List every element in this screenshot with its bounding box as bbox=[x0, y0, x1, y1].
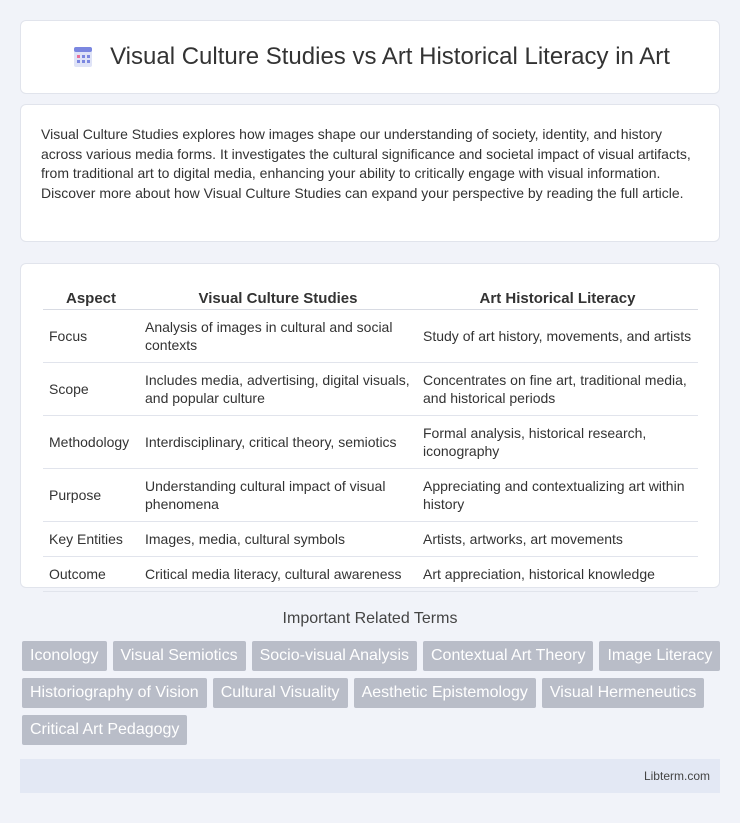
related-term-tag[interactable]: Iconology bbox=[22, 641, 107, 671]
table-cell: Methodology bbox=[43, 416, 139, 469]
document-icon bbox=[70, 44, 96, 70]
related-term-tag[interactable]: Socio-visual Analysis bbox=[252, 641, 417, 671]
related-term-tag[interactable]: Visual Hermeneutics bbox=[542, 678, 704, 708]
table-row bbox=[43, 557, 698, 592]
column-header-art-historical: Art Historical Literacy bbox=[417, 284, 698, 310]
table-cell: Understanding cultural impact of visual phenomena bbox=[139, 469, 417, 522]
related-term-tag[interactable]: Historiography of Vision bbox=[22, 678, 207, 708]
related-term-tag[interactable]: Aesthetic Epistemology bbox=[354, 678, 536, 708]
footer bbox=[20, 759, 720, 793]
related-term-tag[interactable]: Contextual Art Theory bbox=[423, 641, 593, 671]
table-cell: Appreciating and contextualizing art within history bbox=[417, 469, 698, 522]
related-term-tag[interactable]: Image Literacy bbox=[599, 641, 720, 671]
table-cell: Concentrates on fine art, traditional media, and historical periods bbox=[417, 363, 698, 416]
table-cell: Scope bbox=[43, 363, 139, 416]
table-row bbox=[43, 469, 698, 522]
table-cell: Focus bbox=[43, 310, 139, 363]
title-card bbox=[20, 20, 720, 94]
related-terms-title: Important Related Terms bbox=[282, 610, 458, 627]
table-header-row bbox=[43, 284, 698, 310]
table-row bbox=[43, 522, 698, 557]
page-title: Visual Culture Studies vs Art Historical Literacy in Art bbox=[110, 43, 670, 70]
table-row bbox=[43, 363, 698, 416]
intro-card bbox=[20, 104, 720, 242]
table-cell: Images, media, cultural symbols bbox=[139, 522, 417, 557]
column-header-aspect: Aspect bbox=[43, 284, 139, 310]
table-cell: Art appreciation, historical knowledge bbox=[417, 557, 698, 592]
related-terms-list bbox=[22, 641, 722, 745]
related-term-tag[interactable]: Critical Art Pedagogy bbox=[22, 715, 187, 745]
column-header-visual-culture: Visual Culture Studies bbox=[139, 284, 417, 310]
table-cell: Includes media, advertising, digital visuals, and popular culture bbox=[139, 363, 417, 416]
table-cell: Outcome bbox=[43, 557, 139, 592]
table-cell: Study of art history, movements, and artists bbox=[417, 310, 698, 363]
table-cell: Artists, artworks, art movements bbox=[417, 522, 698, 557]
table-cell: Analysis of images in cultural and social contexts bbox=[139, 310, 417, 363]
table-cell: Purpose bbox=[43, 469, 139, 522]
table-row bbox=[43, 310, 698, 363]
table-row bbox=[43, 416, 698, 469]
table-cell: Key Entities bbox=[43, 522, 139, 557]
table-cell: Interdisciplinary, critical theory, semiotics bbox=[139, 416, 417, 469]
comparison-card bbox=[20, 263, 720, 588]
related-term-tag[interactable]: Visual Semiotics bbox=[113, 641, 246, 671]
comparison-table bbox=[43, 284, 698, 592]
table-cell: Formal analysis, historical research, iconography bbox=[417, 416, 698, 469]
related-term-tag[interactable]: Cultural Visuality bbox=[213, 678, 348, 708]
intro-paragraph: Visual Culture Studies explores how images shape our understanding of society, identity, and history across various media forms. It investigates the cultural significance and societal impact of visual artifacts, from traditional art to digital media, enhancing your ability to critically engage with visual information. Discover more about how Visual Culture Studies can expand your perspective by reading the full article. bbox=[41, 126, 691, 201]
footer-brand-link[interactable]: Libterm.com bbox=[643, 769, 710, 783]
table-cell: Critical media literacy, cultural awareness bbox=[139, 557, 417, 592]
